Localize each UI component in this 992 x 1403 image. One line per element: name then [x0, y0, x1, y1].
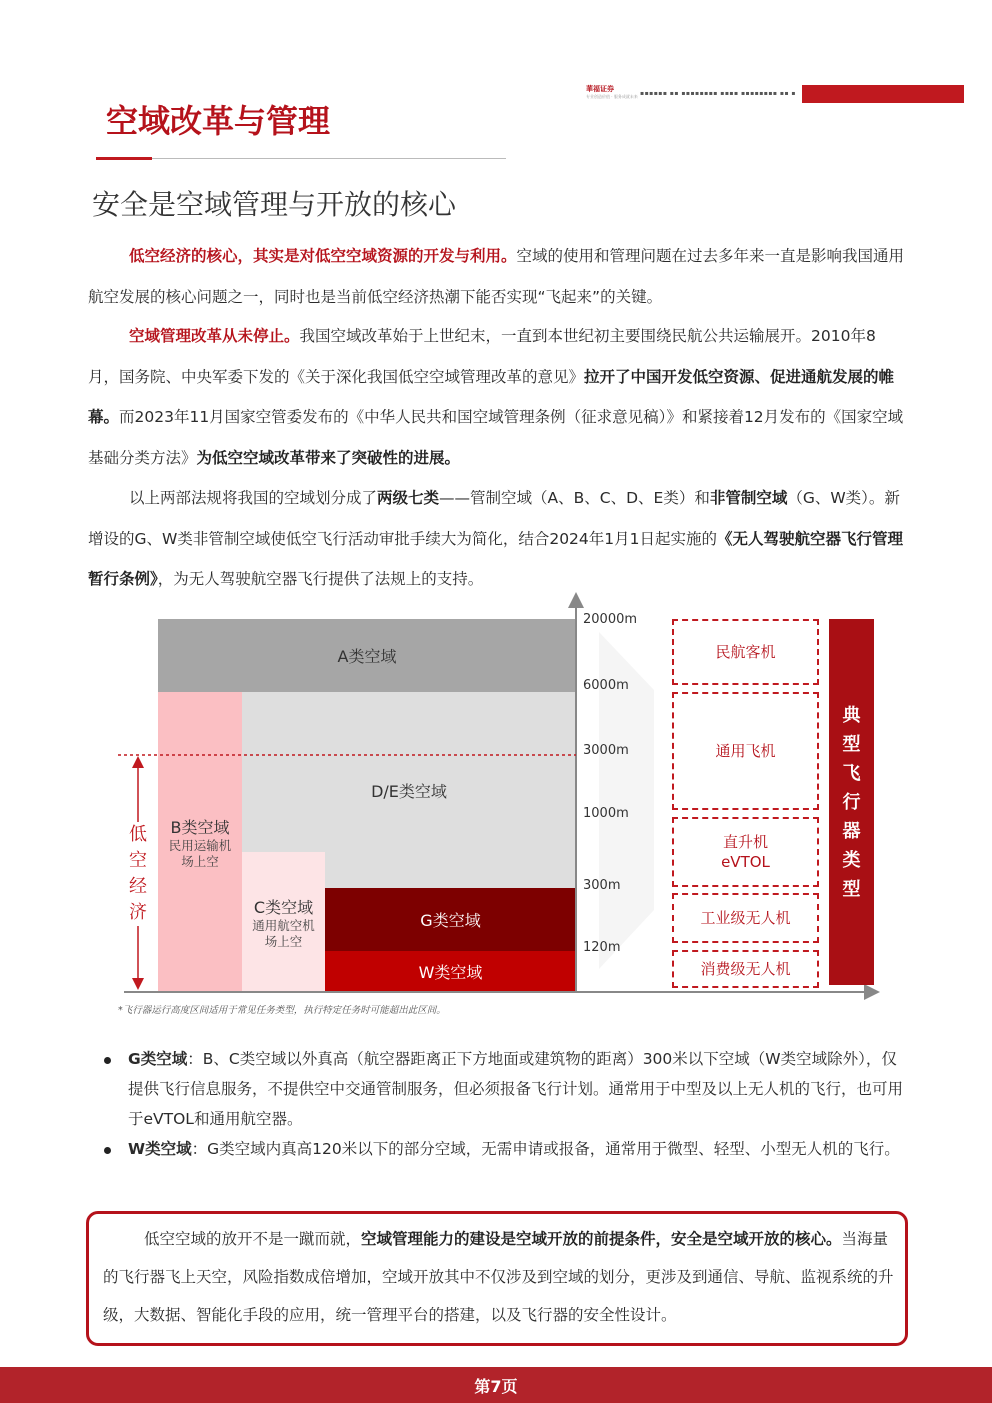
aircraft-type-label: 直升机	[722, 833, 768, 851]
paragraph-1-text: 空域的使用和管理问题在过去多年来一直是影响我国通用航空发展的核心问题之一，同时也是当前低空经济热潮下能否实现“飞起来”的关键。	[88, 247, 905, 306]
low-economy-char: 空	[129, 850, 147, 871]
altitude-label: 120m	[583, 940, 621, 955]
bullet-text: ：B、C类空域以外真高（航空器距离正下方地面或建筑物的距离）300米以下空域（W类空域除外），仅提供飞行信息服务，不提供空中交通管制服务，但必须报备飞行计划。通常用于中型及以上无人机的飞行，也可用于eVTOL和通用航空器。	[128, 1050, 904, 1128]
heading-char: 飞	[842, 762, 861, 784]
aircraft-type-label: eVTOL	[721, 853, 770, 871]
paragraph-3-bold-f: 《无人驾驶航空器飞行管理暂行条例》	[88, 529, 904, 588]
aircraft-type-label: 工业级无人机	[700, 909, 791, 927]
paragraph-3-bold-d: 非管制空域	[709, 489, 788, 507]
zone-w-label: W类空域	[418, 963, 483, 982]
page-number: 第7页	[474, 1376, 518, 1396]
callout-bold: 空域管理能力的建设是空域开放的前提条件，安全是空域开放的核心。	[361, 1230, 842, 1248]
heading-char: 行	[842, 791, 861, 813]
aircraft-type-label: 消费级无人机	[700, 960, 791, 978]
paragraph-3-bold-b: 两级七类	[377, 489, 440, 507]
bullet-term: G类空域	[128, 1050, 188, 1068]
callout-text-c: 当海量的飞行器飞上天空，风险指数成倍增加，空域开放其中不仅涉及到空域的划分，更涉及到通信、导航、监视系统的升级，大数据、智能化手段的应用，统一管理平台的搭建，以及飞行器的安全性设计。	[103, 1230, 894, 1324]
paragraph-2-bold-d: 为低空空域改革带来了突破性的进展。	[196, 448, 461, 467]
aircraft-type-civil-airliner	[672, 619, 819, 685]
altitude-label: 20000m	[583, 612, 638, 627]
section-title: 空域改革与管理	[106, 102, 331, 140]
low-economy-char: 济	[129, 902, 147, 923]
aircraft-type-label: 通用飞机	[715, 742, 776, 760]
zone-c-label: C类空域	[253, 897, 314, 917]
bullet-text: ：G类空域内真高120米以下的部分空域，无需申请或报备，通常用于微型、轻型、小型无人机的飞行。	[191, 1140, 900, 1158]
diagram-footnote: *飞行器运行高度区间适用于常见任务类型，执行特定任务时可能超出此区间。	[118, 1005, 446, 1016]
zone-b-note: 民用运输机场上空	[168, 837, 232, 869]
brand-slogan: 专业创造价值 · 服务成就未来	[586, 94, 638, 99]
bullet-dot	[104, 1147, 111, 1154]
altitude-label: 3000m	[583, 743, 629, 758]
low-economy-char: 低	[129, 824, 147, 845]
heading-char: 典	[842, 704, 861, 726]
paragraph-3-text-a: 以上两部法规将我国的空域划分成了	[129, 489, 378, 507]
callout-text	[103, 1220, 895, 1334]
paragraph-3-text-c: ——管制空域（A、B、C、D、E类）和	[439, 489, 710, 507]
aircraft-type-general-aviation	[672, 692, 819, 810]
zone-b-label: B类空域	[170, 817, 230, 837]
altitude-label: 6000m	[583, 678, 629, 693]
heading-char: 器	[842, 820, 861, 842]
paragraph-2-text-a: 我国空域改革始于上世纪末，一直到本世纪初主要围绕民航公共运输展开。2010年8月，国务院、中央军委下发的《关于深化我国低空空域管理改革的意见》	[88, 327, 876, 386]
paragraph-2-bold-b: 拉开了中国开发低空资源、促进通航发展的帷幕。	[88, 367, 895, 426]
aircraft-type-industrial-drone	[672, 893, 819, 943]
bullet-term: W类空域	[128, 1140, 192, 1158]
aircraft-types-heading	[829, 619, 874, 985]
zone-c-note: 通用航空机场上空	[252, 917, 315, 949]
aircraft-type-consumer-drone	[672, 950, 819, 988]
heading-char: 类	[842, 849, 861, 871]
zone-de-label: D/E类空域	[371, 781, 447, 801]
bullet-dot	[104, 1057, 111, 1064]
paragraph-3-text-e: （G、W类）。新增设的G、W类非管制空域使低空飞行活动审批手续大为简化，结合2024年1月1日起实施的	[88, 489, 900, 548]
paragraph-3-text-g: ，为无人驾驶航空器飞行提供了法规上的支持。	[157, 570, 484, 588]
page-footer	[0, 1367, 992, 1403]
paragraph-1-highlight: 低空经济的核心，其实是对低空空域资源的开发与利用。	[129, 247, 517, 265]
paragraph-2-highlight: 空域管理改革从未停止。	[129, 327, 300, 345]
zone-g-label: G类空域	[420, 911, 481, 930]
page-subtitle: 安全是空域管理与开放的核心	[92, 188, 457, 221]
paragraph-2-text-c: 而2023年11月国家空管委发布的《中华人民共和国空域管理条例（征求意见稿）》和紧接着12月发布的《国家空域基础分类方法》	[88, 408, 904, 467]
heading-char: 型	[842, 733, 861, 755]
bullet-g-airspace	[128, 1044, 903, 1134]
low-economy-char: 经	[129, 876, 147, 897]
brand-text-strip: ▪▪▪▪▪▪ ▪▪ ▪▪▪▪▪▪▪▪ ▪▪▪▪ ▪▪▪▪▪▪▪▪ ▪▪ ▪	[640, 90, 797, 97]
callout-text-a: 低空空域的放开不是一蹴而就，	[144, 1230, 362, 1248]
altitude-label: 1000m	[583, 806, 629, 821]
aircraft-type-helicopter-evtol	[672, 817, 819, 887]
low-economy-label	[124, 822, 152, 926]
bullet-w-airspace	[128, 1134, 903, 1164]
heading-char: 型	[842, 878, 861, 900]
zone-a-label: A类空域	[337, 647, 397, 666]
aircraft-type-label: 民航客机	[715, 643, 776, 661]
brand-logo: 華福证券	[586, 85, 614, 93]
altitude-label: 300m	[583, 878, 621, 893]
